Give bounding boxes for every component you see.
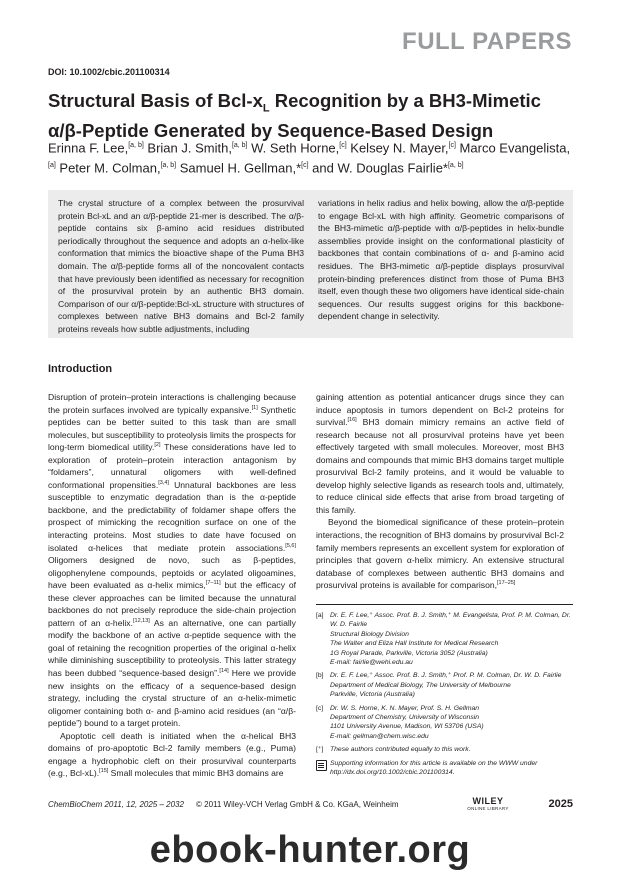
copyright-line: © 2011 Wiley-VCH Verlag GmbH & Co. KGaA, Weinheim: [196, 800, 399, 809]
footnote-tag: [b]: [316, 672, 324, 680]
citation-ref: [7–11]: [205, 580, 221, 587]
body-right-column: [316, 391, 564, 592]
footnote-line: 1101 University Avenue, Madison, WI 53706 (USA): [330, 723, 484, 731]
affiliation-footnote: [316, 704, 573, 742]
abstract-left-column: The crystal structure of a complex between the prosurvival protein Bcl-xL and an α/β-peptide 21-mer is described. The α/β-peptide contains six β-amino acid residues distributed periodically throughout the sequence and adopts an α-helix-like conformation that mimics the bioactive shape of the Puma BH3 domain. The α/β-peptide forms all of the noncovalent contacts that have previously been identified as necessary for recognition of the prosurvival protein by an authentic BH3 domain. Comparison of our α/β-peptide:Bcl-xL structure with structures of complexes between native BH3 domains and Bcl-2 family proteins reveals how subtle adjustments, including: [58, 198, 304, 334]
affiliation-footnote: [316, 671, 573, 699]
text-run: Disruption of protein–protein interactions is challenging because the protein surfaces involved are typically expansive.: [48, 392, 296, 415]
citation-ref: [16]: [347, 417, 357, 424]
body-paragraph: [48, 391, 296, 730]
text-run: Synthetic peptides can be better suited to this task than are small molecules, but susceptibility to proteolysis limits the prospects for long-term biomedical utility.: [48, 404, 296, 453]
footnote-line: 1G Royal Parade, Parkville, Victoria 3052 (Australia): [330, 649, 488, 657]
footnote-line: E-mail: gellman@chem.wisc.edu: [330, 732, 429, 740]
citation-ref: [1]: [251, 404, 258, 411]
citation-ref: [12,13]: [132, 617, 150, 624]
author-name: Peter M. Colman,: [55, 160, 161, 176]
footnote-body: [330, 611, 573, 667]
journal-reference: ChemBioChem 2011, 12, 2025 – 2032: [48, 800, 184, 809]
footnote-people: Dr. E. F. Lee,⁺ Assoc. Prof. B. J. Smith,⁺ Prof. P. M. Colman, Dr. W. D. Fairlie: [330, 672, 562, 680]
article-title: [48, 90, 573, 142]
title-subscript: L: [262, 102, 270, 115]
author-name: Brian J. Smith,: [143, 140, 232, 156]
section-header: FULL PAPERS: [402, 28, 572, 55]
author-name: and W. Douglas Fairlie*: [308, 160, 448, 176]
text-run: but the efficacy of these clever approaches can be limited because the unnatural backbones do not precisely reproduce the side-chain projection pattern of an α-helix.: [48, 580, 296, 628]
doi-line: DOI: 10.1002/cbic.201100314: [48, 67, 170, 77]
author-affiliation: [c]: [448, 142, 456, 149]
author-affiliation: [c]: [339, 142, 347, 149]
footnote-body: [330, 671, 573, 699]
body-paragraph: [48, 730, 296, 780]
watermark: ebook-hunter.org: [149, 829, 471, 871]
author-affiliation: [a, b]: [447, 162, 464, 170]
title-part: Structural Basis of Bcl-x: [48, 90, 263, 111]
author-list: [48, 137, 573, 178]
body-left-column: [48, 391, 296, 780]
text-run: Unnatural backbones are less susceptible to enzymatic degradation than is the α-peptide backbone, and the predictability of foldamer shape offers the prospect of mimicking the recognition surface on one of the interacting proteins. Most studies to date have focused on isolated α-helices that mediate protein associations.: [48, 479, 296, 553]
body-paragraph: [316, 391, 564, 516]
citation-ref: [3,4]: [158, 479, 169, 486]
author-affiliation: [c]: [301, 162, 309, 170]
author-affiliation: [a, b]: [231, 142, 248, 149]
text-run: These considerations have led to exploration of protein–protein interaction antagonism by “foldamers”, unnatural oligomers with well-defined conformational propensities.: [48, 442, 297, 490]
page-number: 2025: [548, 798, 573, 810]
author-name: Marco Evangelista,: [455, 140, 571, 156]
footnote-tag: [c]: [316, 704, 324, 712]
document-icon: [316, 759, 330, 778]
author-name: W. Seth Horne,: [247, 140, 340, 156]
wiley-logo-subtitle: ONLINE LIBRARY: [467, 806, 509, 811]
footnote-line: Department of Chemistry, University of Wisconsin: [330, 714, 480, 722]
footnote-body: [330, 704, 573, 742]
document-icon-shape: [316, 760, 327, 771]
text-run: Small molecules that mimic BH3 domains are: [108, 768, 284, 779]
wiley-logo-text: WILEY: [472, 796, 504, 806]
text-run: BH3 domain mimicry remains an active field of research because not all prosurvival proteins have yet been effectively targeted with small molecules. Moreover, most BH3 domains and compounds that mimic BH3 domains target multiple prosurvival Bcl-2 family proteins, and it would be valuable to develop highly selective ligands as research tools and, ultimately, to reduce clinical side effects that arise from broad targeting of this family.: [316, 417, 564, 515]
author-affiliation: [a, b]: [160, 162, 177, 170]
author-affiliation: [a, b]: [128, 142, 144, 149]
footnote-body: Supporting information for this article is available on the WWW under http://dx.doi.org/10.1002/cbic.201100314.: [330, 759, 538, 777]
equal-contribution-note: [316, 745, 573, 754]
page-footer: [48, 796, 573, 820]
footnote-people: Dr. W. S. Horne, K. N. Mayer, Prof. S. H. Gellman: [330, 704, 480, 712]
citation-ref: [14]: [219, 668, 229, 675]
text-run: Oligomers designed de novo, such as β-peptides, oligophenylene compounds, peptoids or acylated oligoamines, have been evaluated as α-helix mimics,: [48, 555, 296, 591]
citation-ref: [5,6]: [285, 542, 296, 549]
title-part: α/β-Peptide Generated by Sequence-Based Design: [48, 119, 494, 141]
text-run: Apoptotic cell death is initiated when the α-helical BH3 domains of pro-apoptotic Bcl-2 family members (e.g., Puma) engage a hydrophobic cleft on their prosurvival counterparts (e.g., Bcl-xL).: [48, 730, 296, 779]
footnote-people: Dr. E. F. Lee,⁺ Assoc. Prof. B. J. Smith,⁺ M. Evangelista, Prof. P. M. Colman, Dr. W. D. Fairlie: [330, 612, 571, 629]
citation-ref: [2]: [154, 442, 161, 449]
abstract-box: [48, 190, 573, 338]
abstract-right-column: variations in helix radius and helix bowing, allow the α/β-peptide to engage Bcl-xL with high affinity. Geometric comparisons of the BH3-mimetic α/β-peptide with α/β-peptides in helix-bundle assemblies provide insight on the conformational plasticity of backbones that contain combinations of α- and β-amino acid residues. The BH3-mimetic α/β-peptide displays prosurvival protein-binding preferences distinct from those of Puma BH3 itself, even though these two oligomers have identical side-chain sequences. Our results suggest origins for this backbone-dependent change in selectivity.: [318, 198, 564, 322]
text-run: Beyond the biomedical significance of these protein–protein interactions, the recognition of BH3 domains by prosurvival Bcl-2 family members represents an excellent system for exploration of principles that govern α-helix mimicry. An extensive structural database of complexes between authentic BH3 domains and prosurvival proteins is available for comparison,: [316, 517, 564, 591]
author-name: Samuel H. Gellman,*: [176, 160, 302, 176]
footnote-line: Parkville, Victoria (Australia): [330, 691, 415, 699]
footnote-line: Department of Medical Biology, The University of Melbourne: [330, 681, 511, 689]
text-run: Here we provide new insights on the efficacy of a sequence-based design strategy, including the crystal structure of an α-helix-mimetic oligomer containing both α- and β-amino acid residues (an “α/β-peptide”) bound to a target protein.: [48, 668, 296, 729]
citation-ref: [17–25]: [497, 580, 516, 587]
section-heading: Introduction: [48, 363, 113, 375]
footnote-tag: [a]: [316, 612, 324, 619]
text-run: As an alternative, one can partially modify the backbone of an active α-peptide sequence with the goal of retaining the recognition properties of the original α-helix while diminishing susceptibility to proteolysis. This latter strategy has been dubbed “sequence-based design”.: [48, 617, 296, 679]
footnote-body: These authors contributed equally to this work.: [330, 746, 471, 754]
title-part: Recognition by a BH3-Mimetic: [269, 90, 541, 111]
text-run: gaining attention as potential anticancer drugs since they can induce apoptosis in tumors dependent on Bcl-2 proteins for survival.: [316, 392, 564, 428]
author-name: Kelsey N. Mayer,: [346, 140, 449, 156]
supporting-info-note: [316, 759, 573, 778]
author-affiliation: [a]: [48, 162, 56, 170]
footnote-line: Structural Biology Division: [330, 630, 409, 638]
author-name: Erinna F. Lee,: [48, 140, 129, 156]
body-paragraph: [316, 516, 564, 591]
affiliation-footnote: [316, 611, 573, 667]
footnote-line: The Walter and Eliza Hall Institute for Medical Research: [330, 640, 499, 648]
affiliation-footnotes: [316, 604, 573, 782]
footnote-line: E-mail: fairlie@wehi.edu.au: [330, 659, 413, 667]
citation-ref: [15]: [99, 768, 109, 775]
wiley-logo: [458, 796, 518, 811]
footnote-tag: [⁺]: [316, 746, 324, 754]
